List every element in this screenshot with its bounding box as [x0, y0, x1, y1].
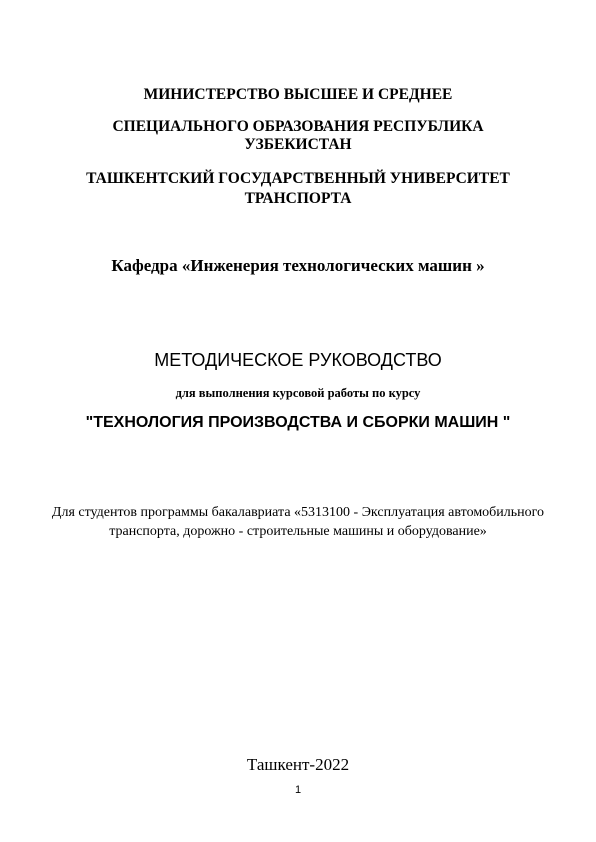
page-number: 1: [294, 784, 302, 796]
ministry-line-1: МИНИСТЕРСТВО ВЫСШЕЕ И СРЕДНЕЕ: [143, 86, 453, 103]
audience-line-1: Для студентов программы бакалавриата «5313100 - Эксплуатация автомобильного: [51, 505, 545, 520]
department-name: Кафедра «Инженерия технологических машин »: [111, 256, 485, 275]
university-line-1: ТАШКЕНТСКИЙ ГОСУДАРСТВЕННЫЙ УНИВЕРСИТЕТ: [86, 170, 510, 187]
document-title: МЕТОДИЧЕСКОЕ РУКОВОДСТВО: [154, 350, 442, 370]
ministry-line-3: УЗБЕКИСТАН: [244, 136, 352, 153]
university-line-2: ТРАНСПОРТА: [244, 190, 352, 207]
audience-line-2: транспорта, дорожно - строительные машины и оборудование»: [109, 524, 487, 539]
document-subtitle: для выполнения курсовой работы по курсу: [175, 386, 421, 400]
city-year: Ташкент-2022: [246, 755, 350, 774]
ministry-line-2: СПЕЦИАЛЬНОГО ОБРАЗОВАНИЯ РЕСПУБЛИКА: [112, 118, 484, 135]
course-name: "ТЕХНОЛОГИЯ ПРОИЗВОДСТВА И СБОРКИ МАШИН ": [85, 414, 511, 431]
